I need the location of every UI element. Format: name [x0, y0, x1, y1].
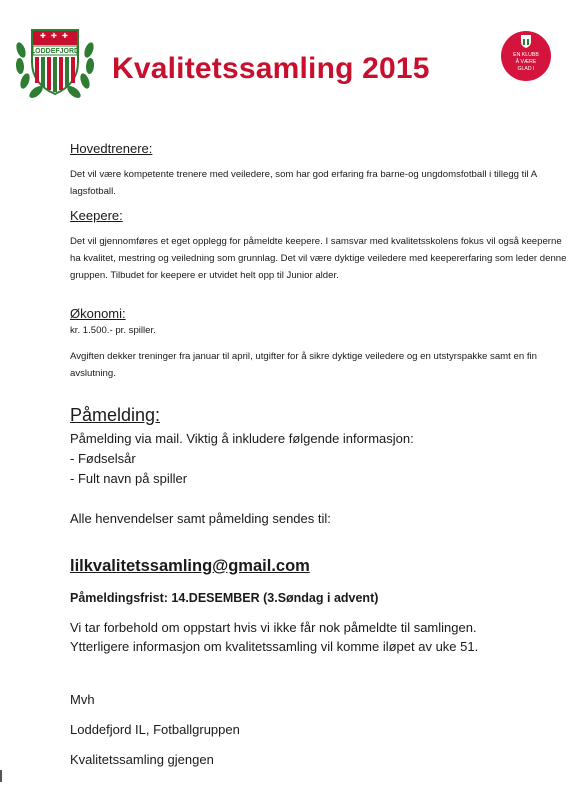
svg-text:GLAD I: GLAD I — [517, 66, 535, 72]
svg-text:✚: ✚ — [40, 32, 46, 40]
signature-organization: Loddefjord IL, Fotballgruppen — [70, 722, 240, 737]
page-edge-mark — [0, 770, 2, 782]
signature-group: Kvalitetssamling gjengen — [70, 752, 214, 767]
svg-text:EN KLUBB: EN KLUBB — [513, 52, 539, 58]
send-to-text: Alle henvendelser samt påmelding sendes til: — [70, 511, 331, 526]
registration-deadline: Påmeldingsfrist: 14.DESEMBER (3.Søndag i advent) — [70, 591, 379, 605]
svg-text:✚: ✚ — [62, 32, 68, 40]
section-text-hovedtrenere: Det vil være kompetente trenere med veiledere, som har god erfaring fra barne-og ungdomsfotball i tillegg til A lagsfotball. — [70, 169, 537, 197]
section-heading-okonomi: Økonomi: — [70, 306, 126, 321]
section-heading-hovedtrenere: Hovedtrenere: — [70, 141, 153, 156]
note-more-info: Ytterligere informasjon om kvalitetssamling vil komme iløpet av uke 51. — [70, 639, 479, 654]
club-badge — [496, 31, 556, 81]
price-text: kr. 1.500.- pr. spiller. — [70, 325, 156, 336]
list-item: - Fødselsår — [70, 451, 136, 466]
page-title: Kvalitetssamling 2015 — [112, 52, 430, 85]
section-text-okonomi: Avgiften dekker treninger fra januar til april, utgifter for å sikre dyktige veiledere og en utstyrspakke samt en fin avslutning. — [70, 351, 537, 379]
note-minimum-participants: Vi tar forbehold om oppstart hvis vi ikke får nok påmeldte til samlingen. — [70, 620, 477, 635]
list-item: - Fult navn på spiller — [70, 471, 188, 486]
club-logo — [12, 22, 98, 100]
svg-text:LODDEFJORD: LODDEFJORD — [30, 48, 80, 55]
svg-text:Å VÆRE: Å VÆRE — [515, 59, 537, 65]
section-text-keepere: Det vil gjennomføres et eget opplegg for påmeldte keepere. I samsvar med kvalitetsskolens fokus vil også keeperne ha kvalitet, mestring og veiledning som grunnlag. Det vil være dyktige veiledere med keepererfaring som leder denne gruppen. Tilbudet for keepere er utvidet helt opp til Junior alder. — [70, 236, 567, 281]
section-heading-pamelding: Påmelding: — [70, 405, 161, 425]
signature-greeting: Mvh — [70, 692, 95, 707]
svg-text:✚: ✚ — [51, 32, 57, 40]
pamelding-intro: Påmelding via mail. Viktig å inkludere følgende informasjon: — [70, 431, 414, 446]
required-info-list — [70, 449, 187, 489]
contact-email-link[interactable]: lilkvalitetssamling@gmail.com — [70, 557, 310, 575]
section-heading-keepere: Keepere: — [70, 208, 123, 223]
